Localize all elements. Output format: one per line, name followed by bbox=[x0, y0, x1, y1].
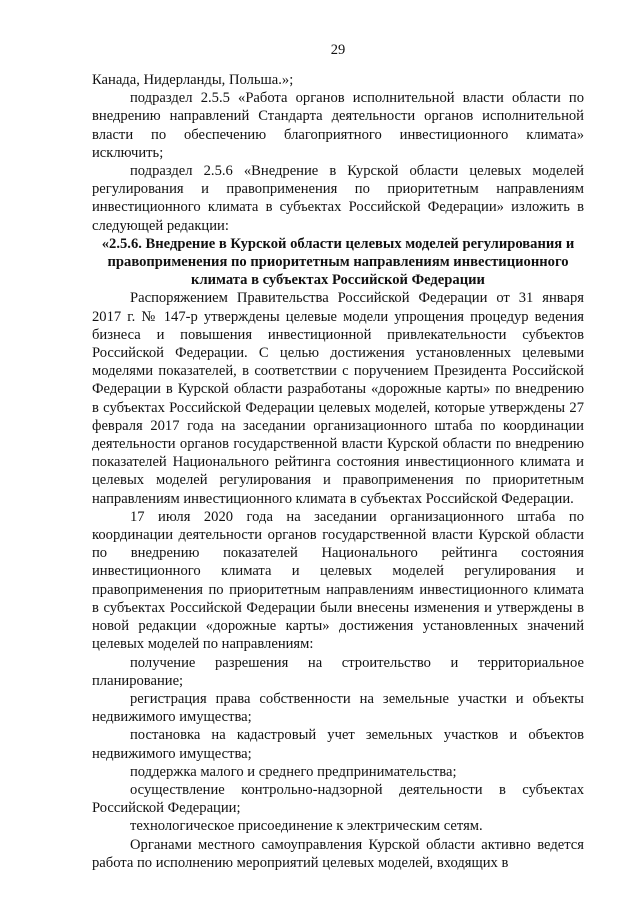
paragraph-subsection-2-5-5: подраздел 2.5.5 «Работа органов исполнительной власти области по внедрению направлений Стандарта деятельности органов исполнительной власти по обеспечению благоприятного инвестиционного климата» исключить; bbox=[92, 90, 584, 161]
list-item: технологическое присоединение к электрическим сетям. bbox=[130, 818, 483, 835]
list-item: получение разрешения на строительство и территориальное планирование; bbox=[92, 654, 584, 689]
list-item: осуществление контрольно-надзорной деятельности в субъектах Российской Федерации; bbox=[92, 781, 584, 817]
paragraph-subsection-2-5-6: подраздел 2.5.6 «Внедрение в Курской области целевых моделей регулирования и правоприменения по приоритетным направлениям инвестиционного климата в субъектах Российской Федерации» изложить в следующей редакции: bbox=[92, 163, 584, 234]
document-body bbox=[92, 71, 584, 872]
paragraph-government-order: Распоряжением Правительства Российской Федерации от 31 января 2017 г. № 147-р утверждены целевые модели упрощения процедур ведения бизнеса и повышения инвестиционной привлекательности субъектов Российской Федерации. С целью достижения установленных целевыми моделями показателей, в соответствии с поручением Президента Российской Федерации в Курской области разработаны «дорожные карты» по внедрению в субъектах Российской Федерации целевых моделей, которые утверждены 27 февраля 2017 года на заседании организационного штаба по координации деятельности органов государственной власти Курской области по внедрению показателей Национального рейтинга состояния инвестиционного климата и целевых моделей регулирования и правоприменения по приоритетным направлениям инвестиционного климата в субъектах Российской Федерации. bbox=[92, 290, 584, 507]
paragraph-country-list-end: Канада, Нидерланды, Польша.»; bbox=[92, 72, 294, 88]
section-heading-2-5-6: «2.5.6. Внедрение в Курской области целевых моделей регулирования и правоприменения по приоритетным направлениям инвестиционного климата в субъектах Российской Федерации bbox=[101, 235, 575, 289]
list-item: поддержка малого и среднего предпринимательства; bbox=[130, 763, 457, 780]
list-item: постановка на кадастровый учет земельных участков и объектов недвижимого имущества; bbox=[92, 727, 584, 762]
document-page bbox=[92, 0, 584, 905]
list-item: регистрация права собственности на земельные участки и объекты недвижимого имущества; bbox=[92, 690, 584, 726]
paragraph-headquarters-meeting: 17 июля 2020 года на заседании организационного штаба по координации деятельности органов государственной власти Курской области по внедрению показателей Национального рейтинга состояния инвестиционного климата и целевых моделей регулирования и правоприменения по приоритетным направлениям инвестиционного климата в субъектах Российской Федерации были внесены изменения и утверждены в новой редакции «дорожные карты» достижения установленных значений целевых моделей по направлениям: bbox=[92, 508, 584, 653]
page-number: 29 bbox=[330, 42, 346, 58]
paragraph-local-government: Органами местного самоуправления Курской области активно ведется работа по исполнению мероприятий целевых моделей, входящих в bbox=[92, 836, 584, 871]
